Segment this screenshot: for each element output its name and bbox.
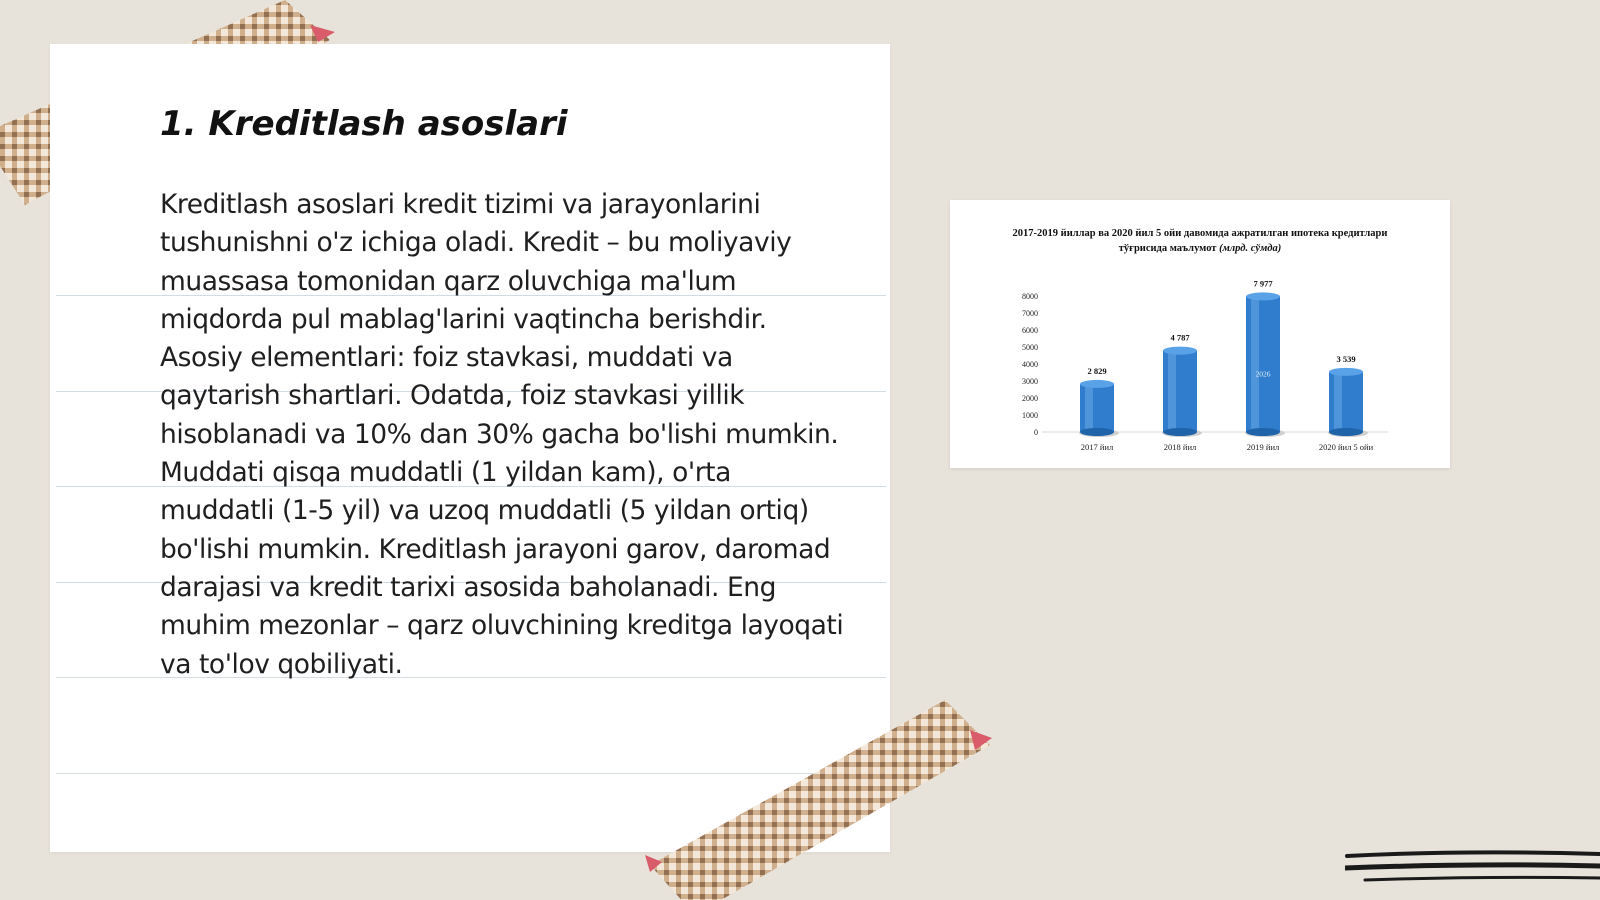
y-tick-label: 5000 xyxy=(1022,343,1038,352)
y-tick-label: 8000 xyxy=(1022,292,1038,301)
x-category-label: 2019 йил xyxy=(1246,442,1280,452)
bar-value-label: 7 977 xyxy=(1253,278,1273,289)
bar-cap xyxy=(1246,292,1280,300)
chart-title: 2017-2019 йиллар ва 2020 йил 5 ойи давомида ажратилган ипотека кредитлари xyxy=(1012,228,1388,239)
bar-cap xyxy=(1329,368,1363,376)
bar-base xyxy=(1163,428,1197,436)
y-tick-label: 1000 xyxy=(1022,411,1038,420)
slide-body-text: Kreditlash asoslari kredit tizimi va jarayonlarini tushunishni o'z ichiga oladi. Kredit – bu moliyaviy muassasa tomonidan qarz oluvchiga ma'lum miqdorda pul mablag'larini vaqtincha berishdir. Asosiy elementlari: foiz stavkasi, muddati va qaytarish shartlari. Odatda, foiz stavkasi yillik hisoblanadi va 10% dan 30% gacha bo'lishi mumkin. Muddati qisqa muddatli (1 yildan kam), o'rta muddatli (1-5 yil) va uzoq muddatli (5 yildan ortiq) bo'lishi mumkin. Kreditlash jarayoni garov, daromad darajasi va kredit tarixi asosida baholanadi. Eng muhim mezonlar – qarz oluvchining kreditga layoqati va to'lov qobiliyati. xyxy=(160,189,844,680)
mortgage-credit-chart xyxy=(950,200,1450,468)
chart-subtitle-text: тўғрисида маълумот xyxy=(1118,243,1217,254)
bar-value-label: 4 787 xyxy=(1170,332,1190,343)
bar-base xyxy=(1080,428,1114,436)
bar-inner-label: 2026 xyxy=(1255,369,1271,379)
x-category-label: 2020 йил 5 ойи xyxy=(1318,442,1374,452)
y-tick-label: 7000 xyxy=(1022,309,1038,318)
chart-unit: (млрд. сўмда) xyxy=(1219,243,1282,254)
bar-value-label: 3 539 xyxy=(1336,353,1356,364)
chart-subtitle xyxy=(1119,243,1281,254)
washi-tape-bottom xyxy=(640,690,1000,900)
bar-cap xyxy=(1080,380,1114,388)
y-tick-label: 3000 xyxy=(1022,377,1038,386)
bar-value-label: 2 829 xyxy=(1087,365,1107,376)
y-tick-label: 6000 xyxy=(1022,326,1038,335)
bar-base xyxy=(1329,428,1363,436)
bar-highlight xyxy=(1168,353,1176,430)
brush-stroke-lines xyxy=(1345,848,1600,888)
y-tick-label: 2000 xyxy=(1022,394,1038,403)
x-category-label: 2018 йил xyxy=(1163,442,1197,452)
bar-base xyxy=(1246,428,1280,436)
bar-cap xyxy=(1163,347,1197,355)
bar-highlight xyxy=(1334,374,1342,430)
bar-highlight xyxy=(1251,298,1259,430)
y-tick-label: 0 xyxy=(1034,428,1038,437)
slide-title: 1. Kreditlash asoslari xyxy=(160,104,568,144)
bar-highlight xyxy=(1085,386,1093,430)
y-tick-label: 4000 xyxy=(1022,360,1038,369)
x-category-label: 2017 йил xyxy=(1080,442,1114,452)
chart-image xyxy=(950,200,1450,468)
